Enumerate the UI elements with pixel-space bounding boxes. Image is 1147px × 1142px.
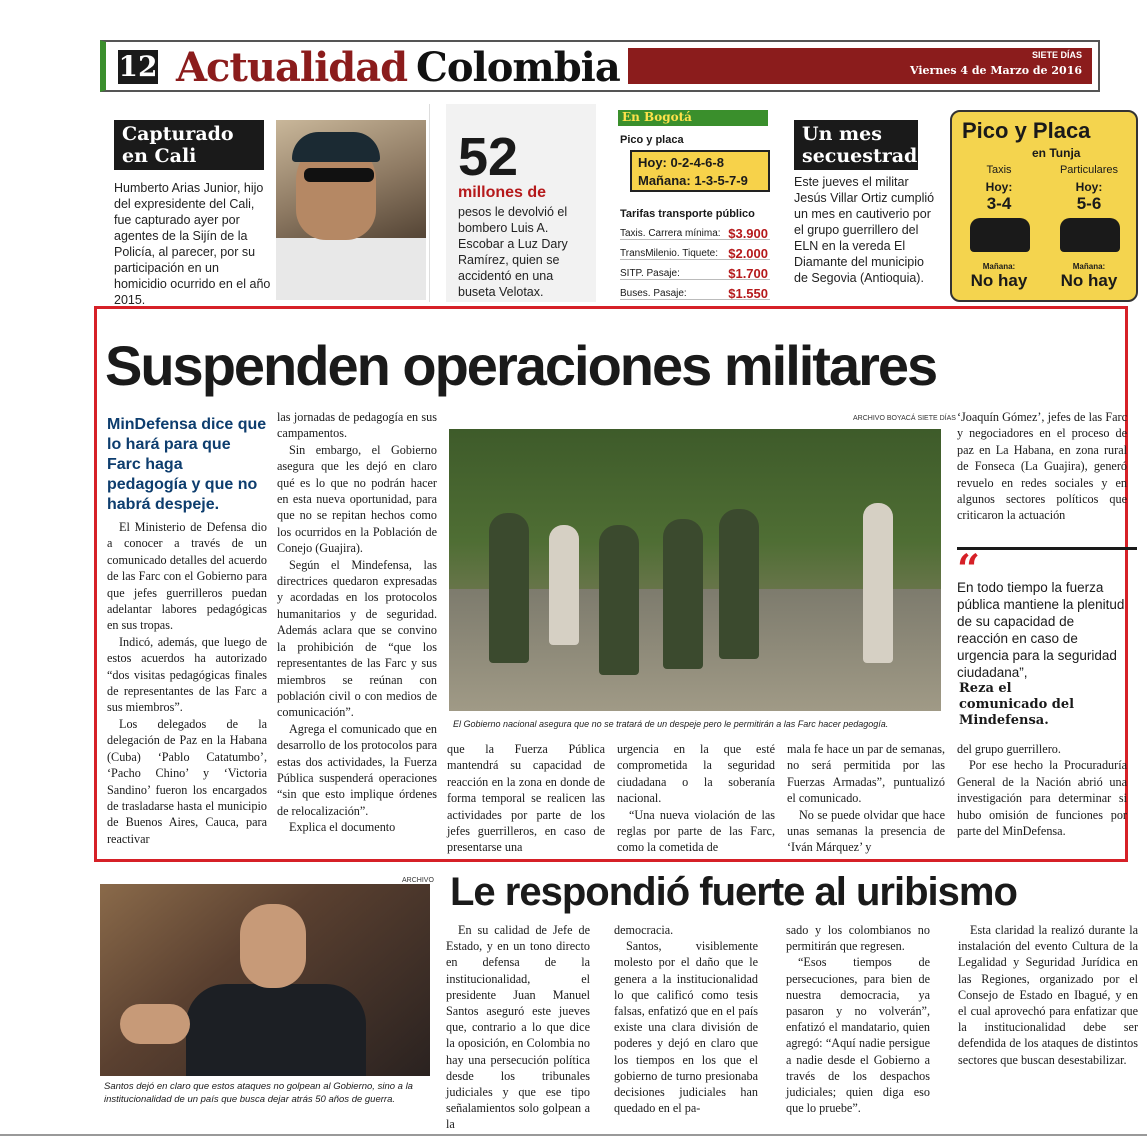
fare-label: SITP. Pasaje: bbox=[620, 268, 680, 279]
section-title-colombia: Colombia bbox=[416, 44, 620, 91]
main-column-5 bbox=[787, 741, 945, 856]
fare-row bbox=[620, 248, 770, 260]
paragraph: Agrega el comunicado que en desarrollo de los protocolos para estas dos actividades, la Fuerza Pública suspenderá operaciones “sin que esto implique órdenes de relocalización”. bbox=[277, 721, 437, 818]
main-story bbox=[94, 306, 1128, 862]
brief-secuestrado-text: Este jueves el militar Jesús Villar Ortiz cumplió un mes en cautiverio por el grupo guerrillero del ELN en la vereda El Diamante del municipio de Segovia (Antioquia). bbox=[794, 175, 935, 285]
paragraph: “Esos tiempos de persecuciones, para bien de nuestra democracia, ya pasaron y no volverán”, enfatizó el mandatario, quien agregó: “Aquí nadie persigue a nadie desde el Gobierno a través de los despachos judiciales; quien diga eso que lo pruebe”. bbox=[786, 955, 930, 1116]
main-headline: Suspenden operaciones militares bbox=[105, 334, 937, 397]
paragraph: En su calidad de Jefe de Estado, y en un tono directo en defensa de la institucionalidad, el presidente Juan Manuel Santos aseguró este jueves que, contrario a lo que dice la oposición, en Colombia no hay una persecución política desde los tribunales judiciales y que ese tipo señalamientos solo golpean a la bbox=[446, 923, 590, 1132]
paper-name: SIETE DÍAS bbox=[1031, 50, 1082, 60]
paragraph: Esta claridad la realizó durante la instalación del evento Cultura de la Legalidad y Seguridad Jurídica en las Regiones, organizado por el Consejo de Estado en Ibagué, y en el cual aprovechó para enfatizar que la institucionalidad debe ser defendida de los ataques de distintos sectores que buscan desestabilizar. bbox=[958, 923, 1138, 1067]
photo-shape bbox=[304, 168, 374, 182]
paragraph: “Una nueva violación de las reglas por parte de las Farc, como la cometida de bbox=[617, 807, 775, 855]
main-column-3: que la Fuerza Pública mantendrá su capacidad de reacción en la zona en donde de forma temporal se realicen las actividades por parte de los jefes guerrilleros, en caso de presentarse una bbox=[447, 742, 605, 855]
tunja-hoy-label: Hoy: bbox=[985, 180, 1013, 194]
paragraph: Santos, visiblemente molesto por el daño que le genera a la institucionalidad lo que calificó como tesis falsas, enfatizó que en el país existe una clara división de poderes y dejó en claro que los tiempos en los que el gobierno de turno presionaba decisiones judiciales han quedado en el pa- bbox=[614, 939, 758, 1116]
brief-bogota-title: En Bogotá bbox=[618, 110, 768, 126]
paragraph: Sin embargo, el Gobierno asegura que les dejó en claro qué es lo que no podrán hacer en esta nueva oportunidad, para que no se repitan hechos como los ocurridos en la Población de Conejo (Guajira). bbox=[277, 442, 437, 556]
taxi-icon bbox=[970, 218, 1030, 252]
fare-label: Buses. Pasaje: bbox=[620, 288, 687, 299]
issue-date: Viernes 4 de Marzo de 2016 bbox=[910, 64, 1082, 77]
main-column-6-top: ‘Joaquín Gómez’, jefes de las Farc y negociadores en el proceso de paz en La Habana, en zona rural de Fonseca (La Guajira), generó revuelo en redes sociales y en algunos sectores políticos que criticaron la actuación bbox=[957, 410, 1127, 523]
main-photo bbox=[449, 429, 941, 711]
photo-shape bbox=[489, 513, 529, 663]
fare-row bbox=[620, 228, 770, 240]
santos-photo bbox=[100, 884, 430, 1076]
tunja-taxis-column bbox=[960, 164, 1038, 214]
brief-tunja bbox=[950, 110, 1138, 302]
photo-shape bbox=[599, 525, 639, 675]
brief-52-number: 52 bbox=[458, 127, 519, 187]
tunja-subtitle: en Tunja bbox=[1032, 146, 1081, 160]
paragraph: No se puede olvidar que hace unas semanas la presencia de ‘Iván Márquez’ y bbox=[787, 807, 945, 855]
pico-placa-hoy: Hoy: 0-2-4-6-8 bbox=[638, 155, 724, 170]
tunja-title: Pico y Placa bbox=[962, 118, 1091, 143]
tunja-manana-label: Mañana: bbox=[982, 262, 1016, 271]
tunja-taxis-manana-value: No hay bbox=[970, 271, 1028, 290]
page-bottom-rule bbox=[0, 1134, 1147, 1136]
photo-shape bbox=[549, 525, 579, 645]
paragraph: las jornadas de pedagogía en sus campamentos. bbox=[277, 410, 437, 441]
tunja-particulares-label: Particulares bbox=[1059, 164, 1119, 176]
paragraph: Indicó, además, que luego de estos acuerdos ha autorizado “dos visitas pedagógicas finales de representantes de las Farc a sus miembros”. bbox=[107, 634, 267, 715]
brief-cali-photo bbox=[276, 120, 426, 300]
paragraph: urgencia en la que esté comprometida la seguridad ciudadana o la soberanía nacional. bbox=[617, 742, 775, 806]
brief-52-text: pesos le devolvió el bombero Luis A. Escobar a Luz Dary Ramírez, quien se accidentó en una buseta Velotax. bbox=[458, 205, 568, 299]
pull-quote: En todo tiempo la fuerza pública mantiene la plenitud de su capacidad de reacción en caso de urgencia para la seguridad ciudadana”, bbox=[957, 580, 1125, 680]
photo-shape bbox=[186, 984, 366, 1076]
pico-placa-box bbox=[630, 150, 770, 192]
photo-shape bbox=[863, 503, 893, 663]
second-column-1 bbox=[446, 922, 590, 1133]
fare-label: TransMilenio. Tiquete: bbox=[620, 248, 719, 259]
main-deck: MinDefensa dice que lo hará para que Farc haga pedagogía y que no habrá despeje. bbox=[107, 416, 267, 513]
paragraph: Según el Mindefensa, las directrices quedaron expresadas y acordadas en los protocolos humanitarios y de seguridad. Además aclara que se convino la prohibición de “que los representantes de las Farc y sus miembros se reúnan con población civil o con medios de comunicación”. bbox=[277, 557, 437, 720]
santos-photo-credit: ARCHIVO bbox=[402, 877, 434, 884]
tunja-hoy-label: Hoy: bbox=[1075, 180, 1103, 194]
tunja-particulares-manana bbox=[1050, 262, 1128, 291]
brief-bogota bbox=[614, 104, 770, 302]
paragraph: Los delegados de la delegación de Paz en la Habana (Cuba) ‘Pablo Catatumbo’, ‘Pacho Chino’ y ‘Victoria Sandino’ fueron los encargados de trasladarse hasta el municipio de Buenos Aires, Cauca, para reactivar bbox=[107, 716, 267, 846]
tunja-particulares-hoy: 5-6 bbox=[1076, 194, 1102, 213]
main-column-6-bottom bbox=[957, 741, 1127, 839]
brief-cali bbox=[100, 104, 430, 307]
photo-shape bbox=[120, 1004, 190, 1044]
photo-shape bbox=[292, 132, 380, 162]
paragraph: mala fe hace un par de semanas, no será permitida por las Fuerzas Armadas”, puntualizó el comunicado. bbox=[787, 742, 945, 806]
fare-price: $1.550 bbox=[728, 286, 768, 301]
main-column-2 bbox=[277, 409, 437, 836]
section-title-actualidad: Actualidad bbox=[176, 44, 408, 91]
page-number: 12 bbox=[118, 50, 158, 83]
photo-shape bbox=[240, 904, 306, 988]
fare-row bbox=[620, 268, 770, 280]
pull-quote-source: Reza el comunicado del Mindefensa. bbox=[959, 681, 1075, 728]
brief-52-millones bbox=[446, 104, 596, 302]
tunja-manana-label: Mañana: bbox=[1072, 262, 1106, 271]
brief-cali-text: Humberto Arias Junior, hijo del expresidente del Cali, fue capturado ayer por agentes de la Sijín de la Policía, al parecer, por su participación en un homicidio ocurrido en el año 2015. bbox=[114, 181, 271, 307]
fare-price: $3.900 bbox=[728, 226, 768, 241]
tunja-taxis-label: Taxis bbox=[986, 164, 1012, 176]
pico-placa-label: Pico y placa bbox=[620, 134, 684, 146]
santos-photo-caption: Santos dejó en claro que estos ataques no golpean al Gobierno, sino a la institucionalidad de un país que busca dejar atrás 50 años de guerra. bbox=[104, 1081, 413, 1105]
tunja-particulares-manana-value: No hay bbox=[1060, 271, 1118, 290]
fare-row bbox=[620, 288, 770, 300]
tarifas-label: Tarifas transporte público bbox=[620, 208, 755, 220]
page-header bbox=[100, 40, 1100, 92]
main-column-4 bbox=[617, 741, 775, 856]
photo-shape bbox=[663, 519, 703, 669]
second-column-2 bbox=[614, 922, 758, 1116]
header-band bbox=[628, 48, 1092, 84]
paragraph: del grupo guerrillero. bbox=[957, 742, 1061, 756]
photo-shape bbox=[719, 509, 759, 659]
second-headline: Le respondió fuerte al uribismo bbox=[450, 870, 1017, 914]
paragraph: democracia. bbox=[614, 923, 674, 937]
paragraph: Por ese hecho la Procuraduría General de la Nación abrió una investigación para determinar si hubo omisión de funciones por parte del MinDefensa. bbox=[957, 758, 1127, 839]
main-photo-caption: El Gobierno nacional asegura que no se tratará de un despeje pero le permitirán a las Farc hacer pedagogía. bbox=[453, 719, 889, 729]
second-column-4 bbox=[958, 922, 1138, 1068]
main-column-1 bbox=[107, 519, 267, 847]
tunja-taxis-manana bbox=[960, 262, 1038, 291]
tunja-taxis-hoy: 3-4 bbox=[986, 194, 1012, 213]
paragraph: El Ministerio de Defensa dio a conocer a través de un comunicado detalles del acuerdo de las Farc con el Gobierno para que jefes guerrilleros puedan adelantar labores pedagógicas en sus tropas. bbox=[107, 520, 267, 633]
second-column-3 bbox=[786, 922, 930, 1116]
fare-label: Taxis. Carrera mínima: bbox=[620, 228, 721, 239]
brief-cali-title: Capturado en Cali bbox=[114, 120, 264, 170]
brief-secuestrado-title: Un mes secuestrado bbox=[794, 120, 918, 170]
tunja-particulares-column bbox=[1050, 164, 1128, 214]
photo-credit: ARCHIVO BOYACÁ SIETE DÍAS bbox=[853, 415, 956, 422]
paragraph: sado y los colombianos no permitirán que regresen. bbox=[786, 923, 930, 954]
fare-price: $2.000 bbox=[728, 246, 768, 261]
brief-52-unit: millones de bbox=[458, 184, 547, 201]
car-icon bbox=[1060, 218, 1120, 252]
brief-secuestrado bbox=[786, 104, 936, 302]
quote-icon: “ bbox=[957, 546, 981, 593]
pico-placa-manana: Mañana: 1-3-5-7-9 bbox=[638, 173, 748, 188]
fare-price: $1.700 bbox=[728, 266, 768, 281]
photo-shape bbox=[276, 238, 426, 300]
paragraph: Explica el documento bbox=[289, 820, 396, 835]
